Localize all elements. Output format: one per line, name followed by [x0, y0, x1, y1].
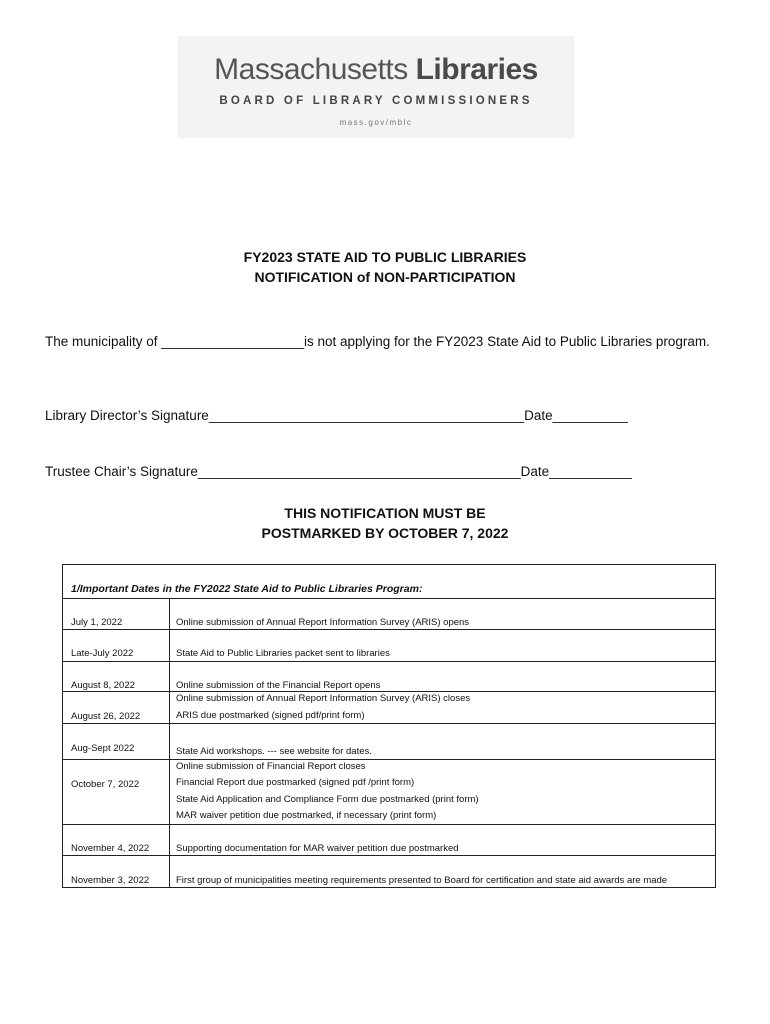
row-divider	[63, 629, 715, 630]
trustee-signature-line: Trustee Chair’s Signature___________________________________________Date___________	[45, 464, 632, 479]
table-row-date: October 7, 2022	[71, 779, 140, 790]
table-heading: 1/Important Dates in the FY2022 State Aid to Public Libraries Program:	[71, 583, 423, 595]
postmark-notice-line1: THIS NOTIFICATION MUST BE	[284, 505, 486, 521]
row-divider	[63, 824, 715, 825]
row-divider	[63, 691, 715, 692]
table-row-date: Aug-Sept 2022	[71, 743, 135, 754]
document-title-line2: NOTIFICATION of NON-PARTICIPATION	[254, 269, 516, 285]
row-divider	[63, 723, 715, 724]
table-row-description: State Aid workshops. --- see website for dates.	[176, 746, 372, 757]
table-row-description: Online submission of Financial Report closes	[176, 761, 366, 772]
logo-url: mass.gov/mblc	[339, 118, 413, 127]
table-row-description: Online submission of Annual Report Information Survey (ARIS) closes	[176, 693, 471, 704]
table-row-description: Online submission of Annual Report Information Survey (ARIS) opens	[176, 617, 470, 628]
row-divider	[63, 759, 715, 760]
table-row-date: November 4, 2022	[71, 843, 150, 854]
table-row-date: November 3, 2022	[71, 875, 150, 886]
table-row-date: July 1, 2022	[71, 617, 123, 628]
table-row-description: ARIS due postmarked (signed pdf/print form)	[176, 710, 365, 721]
table-row-date: Late-July 2022	[71, 648, 134, 659]
table-row-description: First group of municipalities meeting requirements presented to Board for certification and state aid awards are made	[176, 875, 668, 886]
logo-wordmark: Massachusetts Libraries	[214, 53, 538, 86]
table-row-description: Supporting documentation for MAR waiver petition due postmarked	[176, 843, 459, 854]
logo	[178, 36, 574, 138]
document-title-line1: FY2023 STATE AID TO PUBLIC LIBRARIES	[243, 249, 527, 265]
important-dates-table	[62, 564, 716, 888]
table-row-description: State Aid to Public Libraries packet sent to libraries	[176, 648, 390, 659]
row-divider	[63, 855, 715, 856]
row-divider	[63, 661, 715, 662]
director-signature-line: Library Director’s Signature__________________________________________Date__________	[45, 408, 628, 423]
postmark-notice-line2: POSTMARKED BY OCTOBER 7, 2022	[261, 525, 509, 541]
municipality-statement: The municipality of ___________________is not applying for the FY2023 State Aid to Public Libraries program.	[45, 334, 710, 349]
column-divider	[169, 599, 170, 887]
table-row-description: Financial Report due postmarked (signed pdf /print form)	[176, 777, 415, 788]
row-divider	[63, 598, 715, 599]
table-row-date: August 8, 2022	[71, 680, 135, 691]
table-row-description: MAR waiver petition due postmarked, if necessary (print form)	[176, 810, 437, 821]
table-row-description: Online submission of the Financial Report opens	[176, 680, 381, 691]
logo-subtitle: BOARD OF LIBRARY COMMISSIONERS	[219, 95, 533, 107]
table-row-description: State Aid Application and Compliance Form due postmarked (print form)	[176, 794, 479, 805]
table-row-date: August 26, 2022	[71, 711, 141, 722]
